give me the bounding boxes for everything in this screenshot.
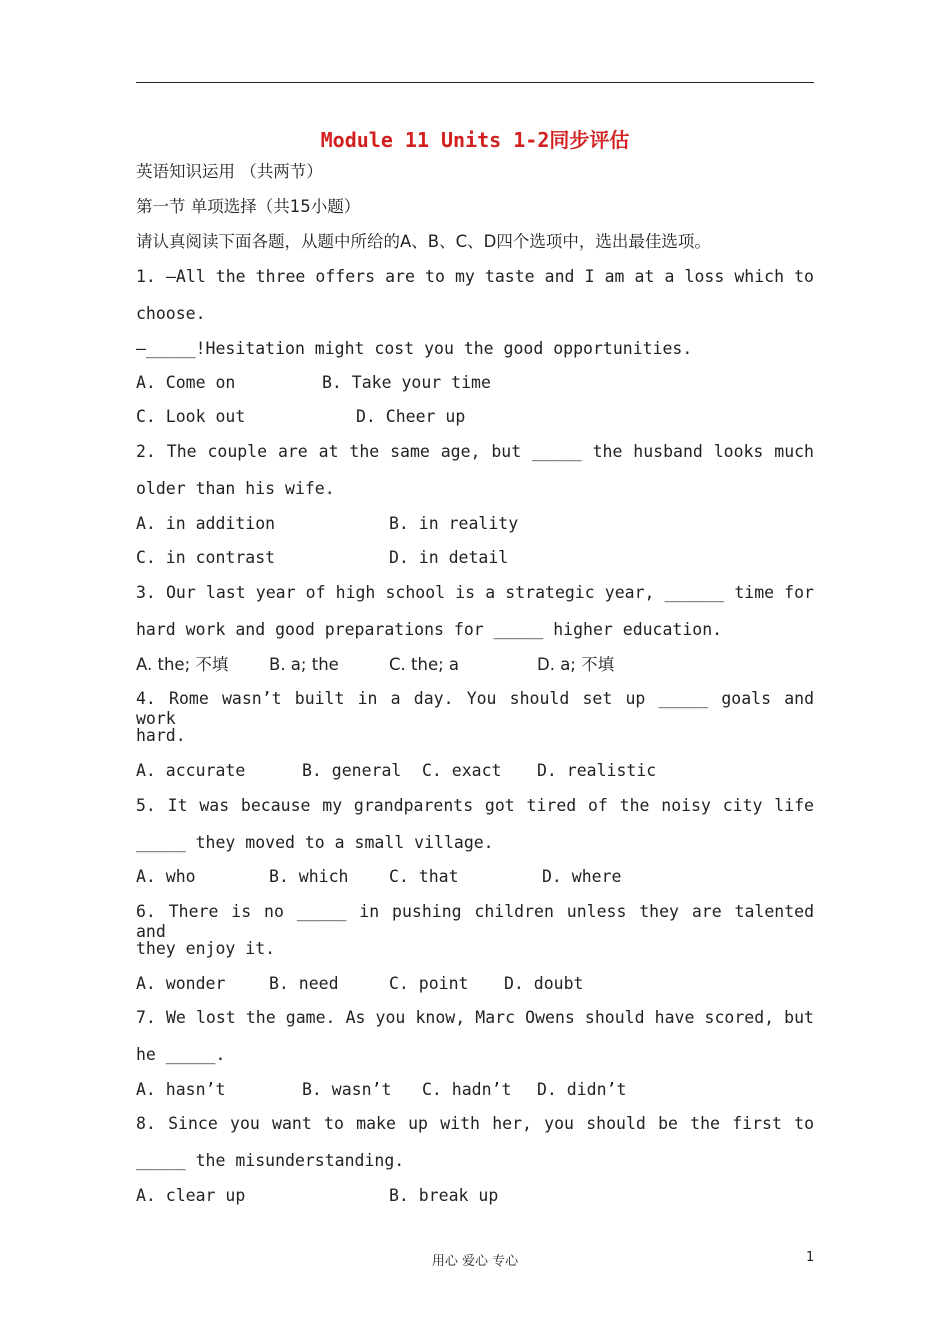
question-8-line-1: 8. Since you want to make up with her, you should be the first to — [136, 1114, 814, 1133]
option-d: D. in detail — [389, 548, 509, 567]
question-5-line-1: 5. It was because my grandparents got tired of the noisy city life — [136, 796, 814, 815]
option-a: A. in addition — [136, 514, 276, 533]
option-d: D. realistic — [537, 761, 657, 780]
option-a: A. who — [136, 867, 196, 886]
option-d: D. Cheer up — [356, 407, 466, 426]
option-d: D. didn’t — [537, 1080, 627, 1099]
question-1-line-3: —_____!Hesitation might cost you the good opportunities. — [136, 339, 693, 358]
option-b: B. a; the — [269, 655, 339, 674]
question-7-line-1: 7. We lost the game. As you know, Marc Owens should have scored, but — [136, 1008, 814, 1027]
instructions: 请认真阅读下面各题，从题中所给的A、B、C、D四个选项中，选出最佳选项。 — [136, 232, 711, 251]
option-a: A. the; 不填 — [136, 655, 229, 674]
option-b: B. wasn’t — [302, 1080, 392, 1099]
question-7-line-2: he _____. — [136, 1045, 226, 1064]
question-4-line-1: 4. Rome wasn’t built in a day. You should set up _____ goals and work — [136, 689, 814, 728]
question-2-line-2: older than his wife. — [136, 479, 335, 498]
option-c: C. point — [389, 974, 469, 993]
option-c: C. the; a — [389, 655, 460, 674]
option-c: C. hadn’t — [422, 1080, 512, 1099]
option-a: A. hasn’t — [136, 1080, 226, 1099]
question-5-line-2: _____ they moved to a small village. — [136, 833, 494, 852]
option-b: B. Take your time — [322, 373, 491, 392]
option-c: C. Look out — [136, 407, 246, 426]
question-1-line-2: choose. — [136, 304, 206, 323]
option-c: C. exact — [422, 761, 502, 780]
option-d: D. a; 不填 — [537, 655, 615, 674]
question-3-line-2: hard work and good preparations for _____ higher education. — [136, 620, 723, 639]
option-c: C. that — [389, 867, 459, 886]
option-d: D. where — [542, 867, 622, 886]
option-b: B. general — [302, 761, 402, 780]
question-2-line-1: 2. The couple are at the same age, but _____ the husband looks much — [136, 442, 814, 461]
option-a: A. clear up — [136, 1186, 246, 1205]
page-number: 1 — [806, 1250, 815, 1265]
subsection-heading: 第一节 单项选择（共15小题） — [136, 197, 361, 216]
option-b: B. in reality — [389, 514, 519, 533]
header-rule — [136, 82, 814, 83]
question-3-line-1: 3. Our last year of high school is a strategic year, ______ time for — [136, 583, 814, 602]
option-b: B. need — [269, 974, 339, 993]
question-6-line-2: they enjoy it. — [136, 939, 276, 958]
question-1-line-1: 1. —All the three offers are to my taste and I am at a loss which to — [136, 267, 814, 286]
option-a: A. accurate — [136, 761, 246, 780]
question-8-line-2: _____ the misunderstanding. — [136, 1151, 405, 1170]
option-b: B. break up — [389, 1186, 499, 1205]
option-d: D. doubt — [504, 974, 584, 993]
page-footer: 用心 爱心 专心 — [431, 1254, 519, 1269]
option-b: B. which — [269, 867, 349, 886]
document-title: Module 11 Units 1-2同步评估 — [320, 128, 630, 152]
question-4-line-2: hard. — [136, 726, 186, 745]
question-8-options — [136, 1186, 499, 1246]
section-heading: 英语知识运用 （共两节） — [136, 162, 323, 181]
option-a: A. wonder — [136, 974, 226, 993]
question-6-line-1: 6. There is no _____ in pushing children unless they are talented and — [136, 902, 814, 941]
option-a: A. Come on — [136, 373, 236, 392]
option-c: C. in contrast — [136, 548, 276, 567]
